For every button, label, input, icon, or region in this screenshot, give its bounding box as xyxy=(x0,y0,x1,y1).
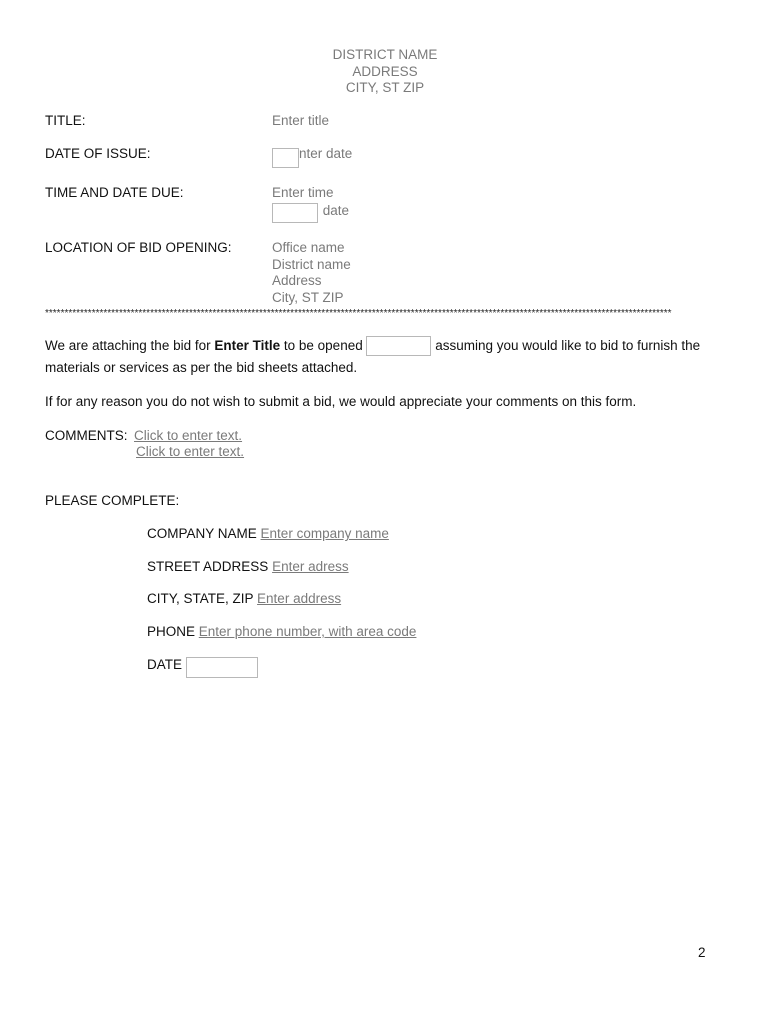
city-label: CITY, STATE, ZIP xyxy=(147,591,254,606)
issue-date-picker[interactable] xyxy=(272,148,299,168)
bid-title[interactable]: Enter Title xyxy=(214,338,281,353)
no-bid-paragraph: If for any reason you do not wish to submit a bid, we would appreciate your comments on this form. xyxy=(45,394,637,409)
due-label: TIME AND DATE DUE: xyxy=(45,185,184,200)
company-label: COMPANY NAME xyxy=(147,526,257,541)
issue-date-text: nter date xyxy=(299,146,353,161)
phone-field[interactable]: Enter phone number, with area code xyxy=(198,624,417,639)
due-date-picker[interactable] xyxy=(272,203,318,223)
street-field[interactable]: Enter adress xyxy=(272,559,349,574)
due-time-field[interactable]: Enter time xyxy=(272,185,334,200)
comments-field-1[interactable]: Click to enter text. xyxy=(134,428,243,443)
location-city: City, ST ZIP xyxy=(272,289,344,305)
bid-paragraph xyxy=(45,335,725,379)
comments-label: COMMENTS: xyxy=(45,428,128,443)
page-number: 2 xyxy=(698,945,706,960)
district-name: DISTRICT NAME xyxy=(332,47,438,62)
location-field[interactable] xyxy=(272,240,351,306)
location-address: Address xyxy=(272,273,322,288)
district-address: ADDRESS xyxy=(352,63,418,79)
please-complete-heading: PLEASE COMPLETE: xyxy=(45,493,180,508)
phone-label: PHONE xyxy=(147,624,196,639)
date-label: DATE xyxy=(147,657,183,672)
company-field[interactable]: Enter company name xyxy=(260,526,389,541)
comments-field-2[interactable]: Click to enter text. xyxy=(136,444,245,459)
bid-text-2: to be opened xyxy=(280,338,367,353)
date-picker[interactable] xyxy=(186,657,258,678)
phone-row xyxy=(147,624,416,639)
company-row xyxy=(147,526,389,541)
issue-date-field[interactable] xyxy=(272,146,352,168)
bid-text-3: assuming you would like to bid to furnish the materials or services as per the bid sheets attached. xyxy=(45,338,701,375)
location-label: LOCATION OF BID OPENING: xyxy=(45,240,232,255)
location-office: Office name xyxy=(272,240,345,255)
title-field[interactable]: Enter title xyxy=(272,113,330,128)
street-label: STREET ADDRESS xyxy=(147,559,269,574)
street-row xyxy=(147,559,349,574)
date-row xyxy=(147,657,258,678)
bid-text-1: We are attaching the bid for xyxy=(45,338,215,353)
issue-date-label: DATE OF ISSUE: xyxy=(45,146,151,161)
location-district: District name xyxy=(272,256,351,272)
city-field[interactable]: Enter address xyxy=(257,591,342,606)
title-label: TITLE: xyxy=(45,113,86,128)
opening-date-picker[interactable] xyxy=(366,336,431,356)
due-date-text: date xyxy=(322,203,350,218)
due-date-field[interactable] xyxy=(272,203,349,223)
city-row xyxy=(147,591,341,606)
separator-line: ***************************************************************************************************************************************************************** xyxy=(45,308,672,319)
district-city: CITY, ST ZIP xyxy=(345,80,425,95)
letterhead xyxy=(0,47,770,97)
